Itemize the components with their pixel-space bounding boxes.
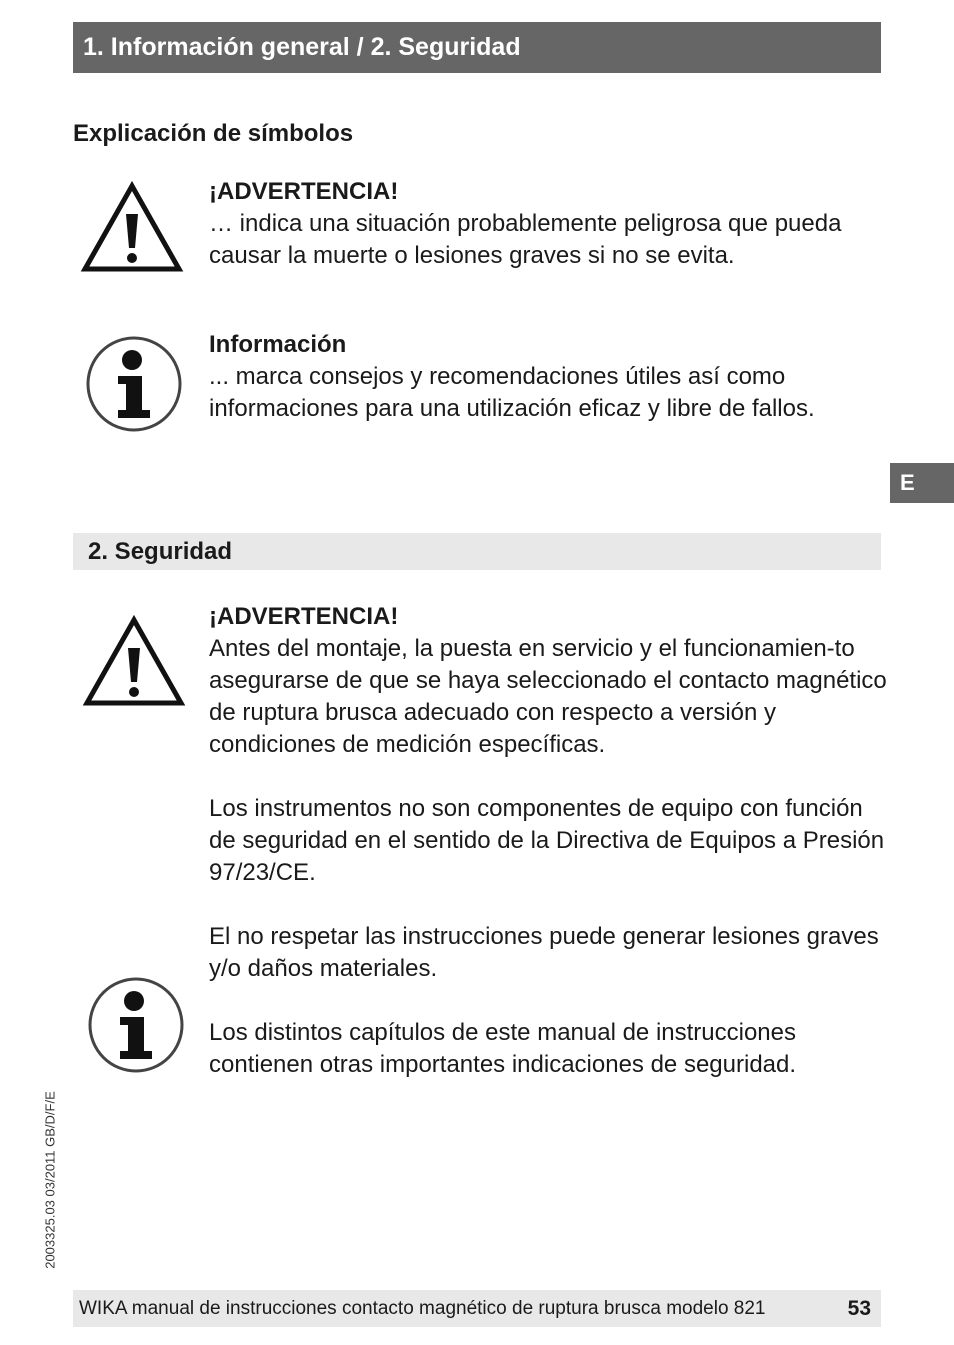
safety-paragraph: Los instrumentos no son componentes de equipo con función de seguridad en el sentido de la Directiva de Equipos a Presión 97/23/CE.	[209, 795, 885, 886]
safety-paragraph: Antes del montaje, la puesta en servicio y el funcionamien-to asegurarse de que se haya seleccionado el contacto magnético de ruptura brusca adecuado con respecto a versión y condiciones de medición específicas.	[209, 635, 887, 758]
info-description: ... marca consejos y recomendaciones útiles así como informaciones para una utilización eficaz y libre de fallos.	[209, 363, 815, 422]
warning-explanation	[209, 176, 889, 272]
info-circle-icon	[86, 975, 186, 1075]
warning-triangle-icon	[80, 180, 184, 274]
safety-section-header: 2. Seguridad	[73, 533, 881, 570]
warning-triangle-icon	[82, 614, 186, 708]
symbols-heading: Explicación de símbolos	[73, 120, 354, 147]
info-explanation	[209, 329, 889, 425]
safety-warning-block	[209, 601, 889, 1081]
document-code: 2003325.03 03/2011 GB/D/F/E	[42, 1091, 58, 1269]
page-number: 53	[847, 1296, 871, 1320]
section-header: 1. Información general / 2. Seguridad	[73, 22, 881, 73]
info-title: Información	[209, 331, 347, 358]
safety-paragraph: Los distintos capítulos de este manual de instrucciones contienen otras importantes indicaciones de seguridad.	[209, 1019, 797, 1078]
safety-warning-title: ¡ADVERTENCIA!	[209, 603, 399, 630]
page-footer	[73, 1290, 881, 1327]
footer-text: WIKA manual de instrucciones contacto magnético de ruptura brusca modelo 821	[79, 1297, 766, 1319]
safety-paragraph: El no respetar las instrucciones puede generar lesiones graves y/o daños materiales.	[209, 923, 879, 982]
info-circle-icon	[84, 334, 184, 434]
warning-description: … indica una situación probablemente peligrosa que pueda causar la muerte o lesiones graves si no se evita.	[209, 210, 842, 269]
warning-title: ¡ADVERTENCIA!	[209, 178, 399, 205]
language-tab: E	[890, 463, 954, 503]
